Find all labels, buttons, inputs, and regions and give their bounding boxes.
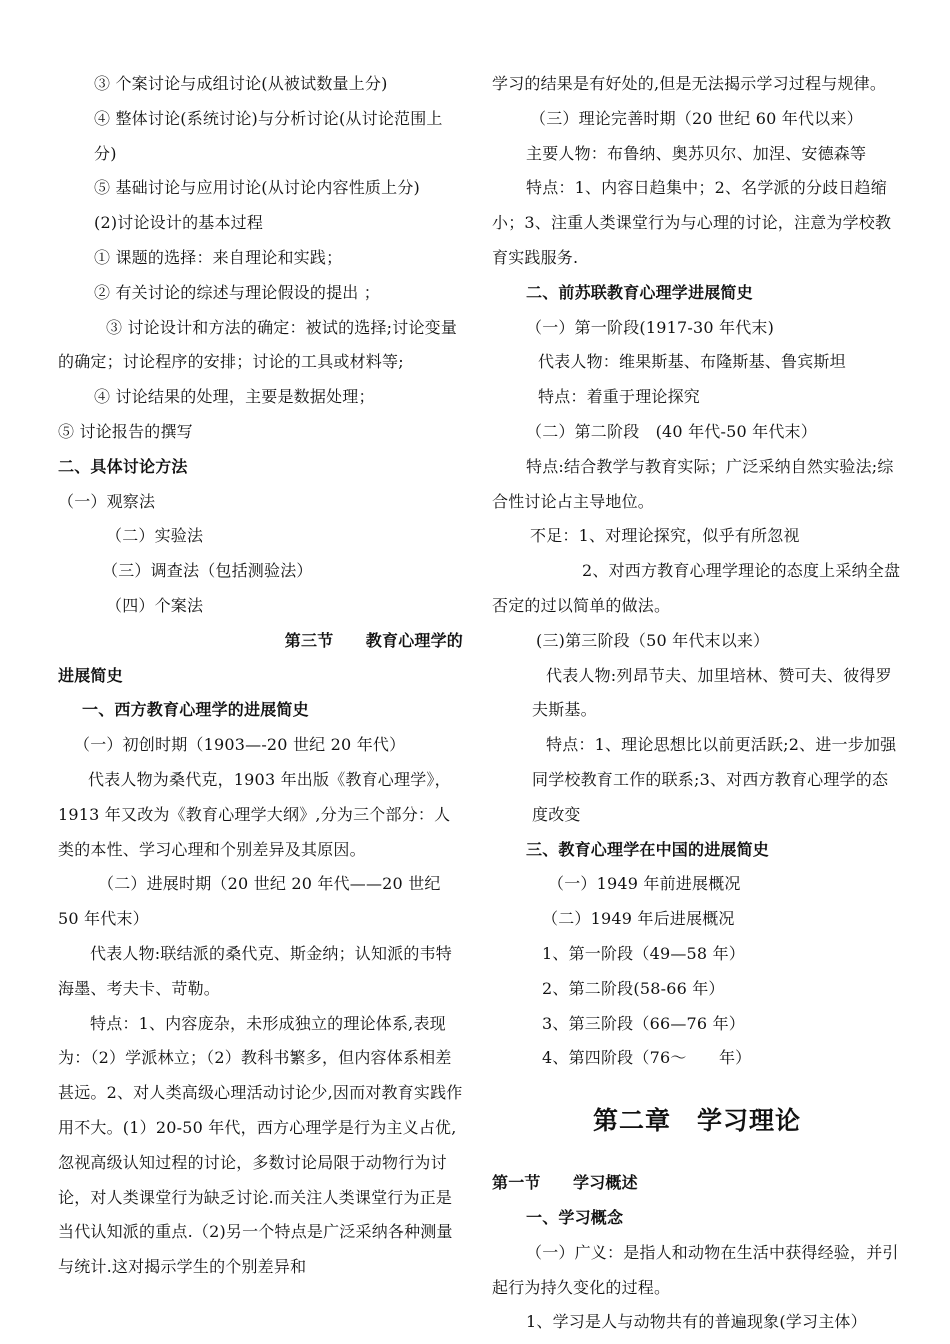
paragraph: 代表人物：维果斯基、布隆斯基、鲁宾斯坦 <box>538 352 846 372</box>
heading-methods: 二、具体讨论方法 <box>58 456 188 476</box>
list-item: ③ 个案讨论与成组讨论(从被试数量上分) <box>94 74 388 93</box>
paragraph: 特点：着重于理论探究 <box>538 387 701 407</box>
paragraph: 2、对西方教育心理学理论的态度上采纳全盘否定的过以简单的做法。 <box>492 561 901 615</box>
list-item: ⑤ 基础讨论与应用讨论(从讨论内容性质上分) <box>94 178 420 198</box>
stage-heading: （一）第一阶段(1917-30 年代末) <box>526 317 775 337</box>
period-heading: （一）初创时期（1903—-20 世纪 20 年代） <box>74 735 406 755</box>
paragraph: 特点：1、内容庞杂，未形成独立的理论体系,表现为：（2）学派林立；（2）教科书繁多，但内容体系相差甚远。2、对人类高级心理活动讨论少,因而对教育实践作用不大。(1）20-50 年代，西方心理学是行为主义占优,忽视高级认知过程的讨论，多数讨论局限于动物行为讨论，对人类课堂行为缺乏讨论.而关注人类课堂行为正是当代认知派的重点.（2)另一个特点是广泛采纳各种测量与统计.这对揭示学生的个别差异和 <box>58 1013 463 1277</box>
west-heading: 一、西方教育心理学的进展简史 <box>82 700 309 720</box>
list-item: 2、第二阶段(58-66 年） <box>542 978 725 998</box>
paragraph: 代表人物:列昂节夫、加里培林、赞可夫、彼得罗夫斯基。 <box>532 665 892 720</box>
paragraph: 代表人物:联结派的桑代克、斯金纳；认知派的韦特海墨、考夫卡、苛勒。 <box>58 943 452 998</box>
method-item: （二）实验法 <box>106 526 204 546</box>
section-title-cont: 进展简史 <box>58 665 123 685</box>
paragraph: 特点：1、内容日趋集中；2、名学派的分歧日趋缩小；3、注重人类课堂行为与心理的讨论，注意为学校教育实践服务. <box>492 178 892 267</box>
list-item: ④ 讨论结果的处理，主要是数据处理； <box>94 387 375 407</box>
soviet-heading: 二、前苏联教育心理学进展简史 <box>526 282 753 302</box>
stage-heading: （二）第二阶段 (40 年代-50 年代末） <box>526 421 817 441</box>
list-item: 4、第四阶段（76～ 年） <box>542 1048 752 1068</box>
list-item: （一）1949 年前进展概况 <box>548 874 741 894</box>
left-column <box>58 67 463 1285</box>
list-item: ⑤ 讨论报告的撰写 <box>58 421 193 441</box>
right-column <box>492 67 902 1340</box>
method-item: （三）调查法（包括测验法） <box>102 561 313 581</box>
china-heading: 三、教育心理学在中国的进展简史 <box>526 839 770 859</box>
paragraph: 主要人物：布鲁纳、奥苏贝尔、加涅、安德森等 <box>526 143 867 163</box>
list-item: ④ 整体讨论(系统讨论)与分析讨论(从讨论范围上分) <box>94 108 443 163</box>
list-item: 1、第一阶段（49—58 年） <box>542 943 745 963</box>
section-title: 第三节 教育心理学的 <box>284 630 463 650</box>
paragraph: 特点：1、理论思想比以前更活跃;2、进一步加强同学校教育工作的联系;3、对西方教育心理学的态度改变 <box>532 735 897 824</box>
period-heading: （二）进展时期（20 世纪 20 年代——20 世纪 50 年代末） <box>58 874 441 929</box>
period-heading: （三）理论完善时期（20 世纪 60 年代以来） <box>530 108 863 128</box>
list-item: (2)讨论设计的基本过程 <box>94 213 264 233</box>
list-item: ② 有关讨论的综述与理论假设的提出 ； <box>94 282 380 302</box>
paragraph: 代表人物为桑代克，1903 年出版《教育心理学》，1913 年又改为《教育心理学大纲》,分为三个部分：人类的本性、学习心理和个别差异及其原因。 <box>58 769 451 859</box>
stage-heading: (三)第三阶段（50 年代末以来） <box>536 630 770 650</box>
paragraph: 1、学习是人与动物共有的普遍现象(学习主体） <box>526 1312 867 1332</box>
chapter-title: 第二章 学习理论 <box>592 1106 801 1136</box>
paragraph: （一）广义：是指人和动物在生活中获得经验，并引起行为持久变化的过程。 <box>492 1242 899 1297</box>
list-item: ① 课题的选择：来自理论和实践； <box>94 247 343 267</box>
method-item: （一）观察法 <box>58 491 156 511</box>
section-title: 第一节 学习概述 <box>492 1173 638 1193</box>
list-item: ③ 讨论设计和方法的确定：被试的选择;讨论变量的确定；讨论程序的安排；讨论的工具或材料等; <box>58 317 458 372</box>
paragraph: 特点:结合教学与教育实际；广泛采纳自然实验法;综合性讨论占主导地位。 <box>492 456 894 511</box>
paragraph: 不足：1、对理论探究，似乎有所忽视 <box>530 526 800 546</box>
method-item: （四）个案法 <box>106 595 204 615</box>
list-item: （二）1949 年后进展概况 <box>542 909 735 929</box>
list-item: 3、第三阶段（66—76 年） <box>542 1013 745 1033</box>
paragraph: 学习的结果是有好处的,但是无法揭示学习过程与规律。 <box>492 74 887 93</box>
concept-heading: 一、学习概念 <box>526 1207 624 1227</box>
